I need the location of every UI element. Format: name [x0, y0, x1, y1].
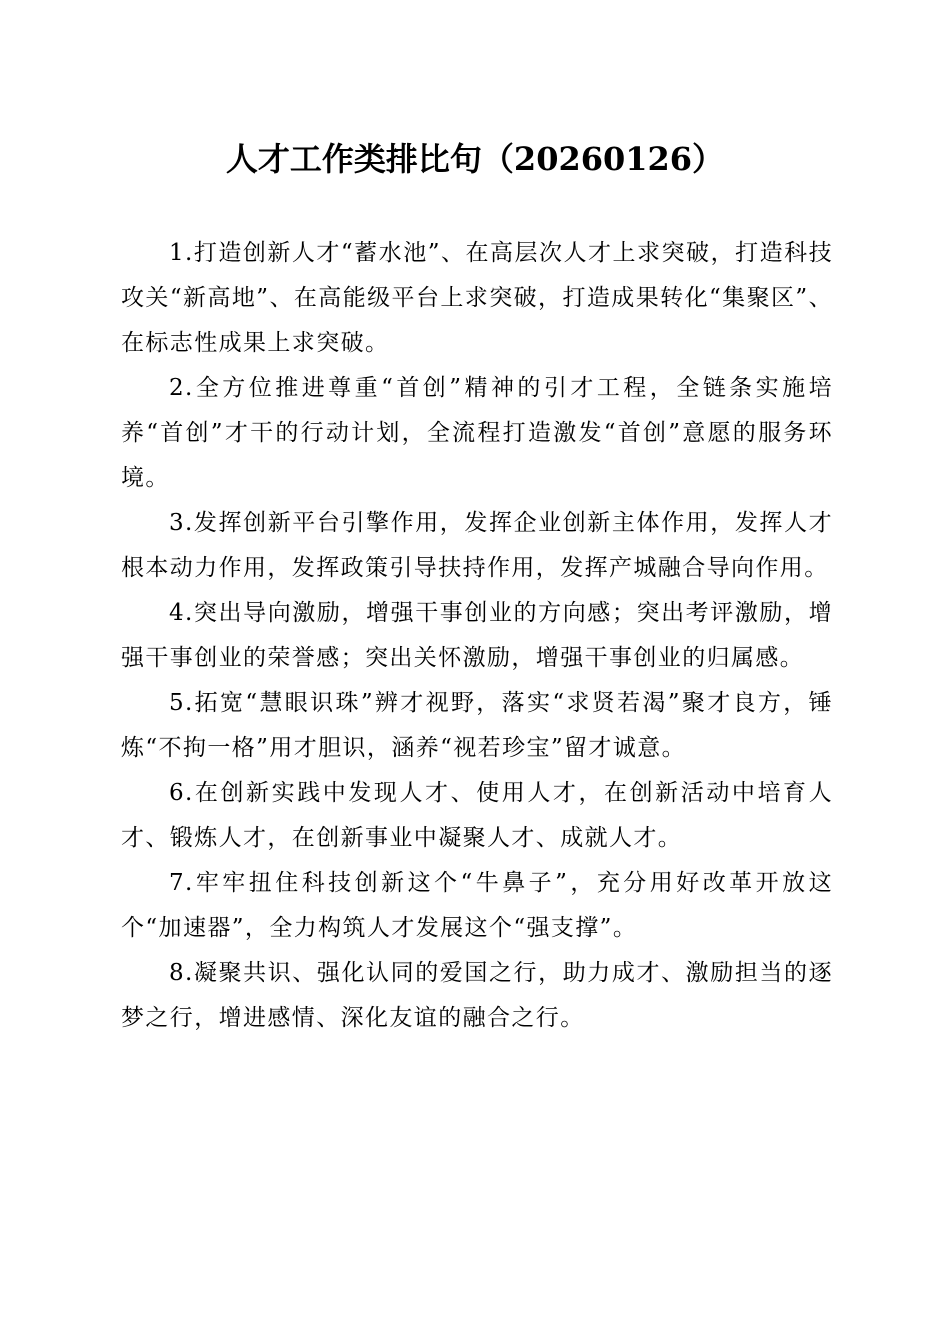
document-title: 人才工作类排比句（20260126）	[225, 140, 725, 178]
document-body	[121, 231, 833, 1041]
paragraph-5: 5.拓宽“慧眼识珠”辨才视野，落实“求贤若渴”聚才良方，锤炼“不拘一格”用才胆识，涵养“视若珍宝”留才诚意。	[121, 690, 833, 761]
paragraph-7: 7.牢牢扭住科技创新这个“牛鼻子”，充分用好改革开放这个“加速器”，全力构筑人才发展这个“强支撑”。	[121, 870, 833, 941]
paragraph-2: 2.全方位推进尊重“首创”精神的引才工程，全链条实施培养“首创”才干的行动计划，全流程打造激发“首创”意愿的服务环境。	[121, 375, 833, 491]
paragraph-3: 3.发挥创新平台引擎作用，发挥企业创新主体作用，发挥人才根本动力作用，发挥政策引导扶持作用，发挥产城融合导向作用。	[121, 510, 833, 581]
paragraph-6: 6.在创新实践中发现人才、使用人才，在创新活动中培育人才、锻炼人才，在创新事业中凝聚人才、成就人才。	[121, 780, 833, 851]
paragraph-8: 8.凝聚共识、强化认同的爱国之行，助力成才、激励担当的逐梦之行，增进感情、深化友谊的融合之行。	[121, 960, 833, 1031]
paragraph-4: 4.突出导向激励，增强干事创业的方向感；突出考评激励，增强干事创业的荣誉感；突出关怀激励，增强干事创业的归属感。	[121, 600, 833, 671]
paragraph-1: 1.打造创新人才“蓄水池”、在高层次人才上求突破，打造科技攻关“新高地”、在高能级平台上求突破，打造成果转化“集聚区”、在标志性成果上求突破。	[121, 240, 833, 356]
